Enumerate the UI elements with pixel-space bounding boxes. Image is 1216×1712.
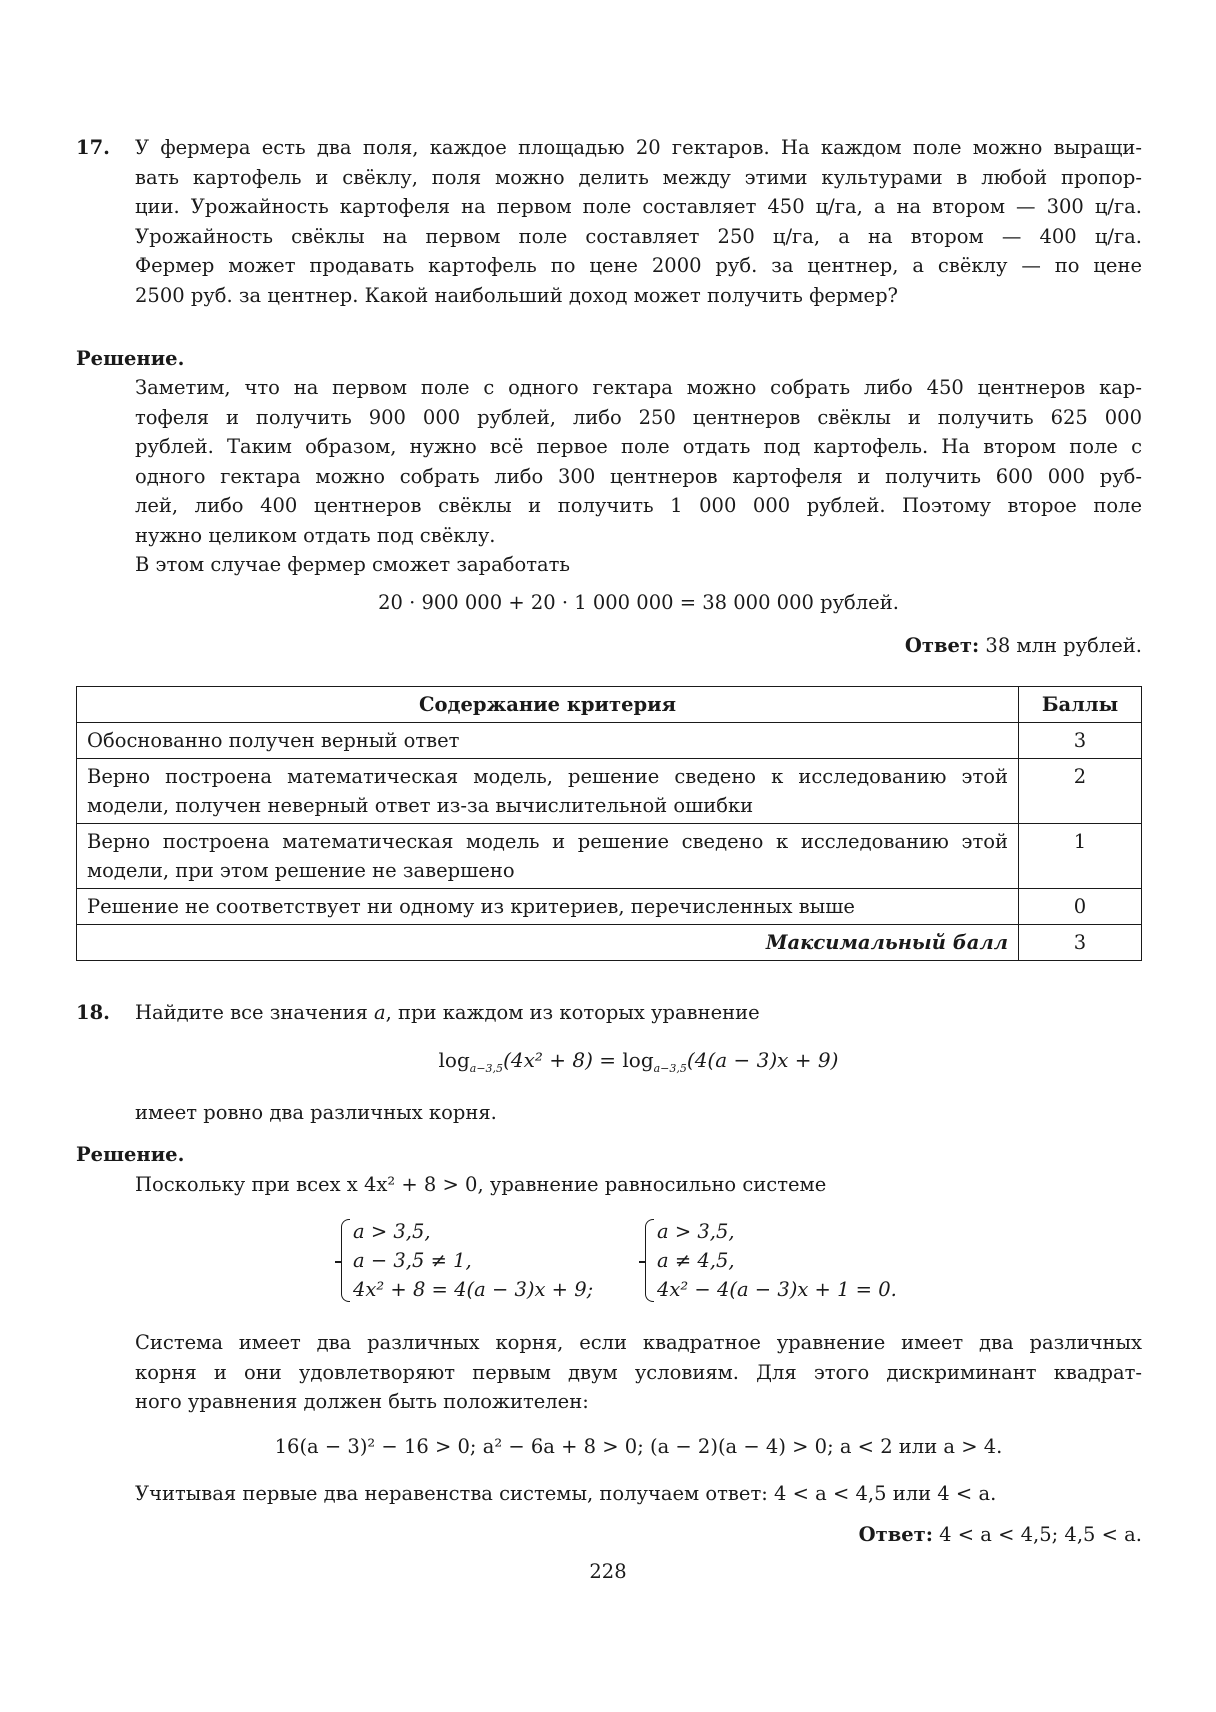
problem-17-line: ции. Урожайность картофеля на первом поле составляет 450 ц/га, а на втором — 300 ц/га. [135,195,1142,218]
problem-17-number: 17. [76,136,110,159]
log-left: log [438,1048,470,1072]
log-arg-left: (4x² + 8) [503,1048,593,1072]
system-left-line: a > 3,5, [353,1220,431,1243]
max-score-row [77,925,1142,961]
solution-17-line: тофеля и получить 900 000 рублей, либо 250 центнеров свёклы и получить 625 000 [135,405,1142,429]
solution-18-line1: Поскольку при всех x 4x² + 8 > 0, уравнение равносильно системе [135,1173,827,1196]
criterion-text: Верно построена математическая модель и решение сведено к исследованию этой модели, при этом решение не завершено [77,824,1019,889]
criterion-text: Обоснованно получен верный ответ [77,723,1019,759]
brace-right [645,1219,654,1302]
solution-18-final-line: Учитывая первые два неравенства системы, получаем ответ: 4 < a < 4,5 или 4 < a. [135,1482,997,1505]
criteria-header-score: Баллы [1019,687,1142,723]
problem-17-text [135,133,1142,310]
max-score-value: 3 [1019,925,1142,961]
answer-label: Ответ: [904,634,980,657]
answer-value: 38 млн рублей. [985,634,1142,657]
criteria-header-content: Содержание критерия [77,687,1019,723]
system-right-line: 4x² − 4(a − 3)x + 1 = 0. [657,1278,897,1301]
page-number: 228 [589,1560,627,1583]
system-right-line: a > 3,5, [657,1220,735,1243]
problem-17-line: Урожайность свёклы на первом поле составляет 250 ц/га, а на втором — 400 ц/га. [135,224,1142,248]
solution-18-line: ного уравнения должен быть положителен: [135,1390,589,1413]
problem-17-line: Фермер может продавать картофель по цене 2000 руб. за центнер, а свёклу — по цене [135,254,1142,277]
brace-left [341,1219,350,1302]
solution-17-text [135,373,1142,580]
solution-18-inequalities: 16(a − 3)² − 16 > 0; a² − 6a + 8 > 0; (a − 2)(a − 4) > 0; a < 2 или a > 4. [274,1435,1003,1458]
answer-label: Ответ: [858,1523,933,1546]
log-base-right: a−3,5 [653,1062,687,1075]
problem-18-intro-pre: Найдите все значения [135,1001,374,1024]
criterion-score: 2 [1019,759,1142,824]
problem-18-intro [135,998,1142,1028]
solution-17-line: Заметим, что на первом поле с одного гектара можно собрать либо 450 центнеров кар- [135,376,1142,399]
problem-18-intro-var: a [373,1001,386,1024]
solution-18-line: корня и они удовлетворяют первым двум условиям. Для этого дискриминант квадрат- [135,1360,1142,1384]
criterion-score: 0 [1019,889,1142,925]
solution-17-answer [135,631,1142,661]
solution-18-paragraph [135,1328,1142,1417]
problem-17-line: У фермера есть два поля, каждое площадью 20 гектаров. На каждом поле можно выращи- [135,136,1142,159]
criteria-header-row [77,687,1142,723]
solution-17-line: лей, либо 400 центнеров свёклы и получить 1 000 000 рублей. Поэтому второе поле [135,494,1142,517]
solution-18-line: Система имеет два различных корня, если квадратное уравнение имеет два различных [135,1331,1142,1354]
solution-17-line: нужно целиком отдать под свёклу. [135,523,496,547]
table-row [77,759,1142,824]
problem-17-line: 2500 руб. за центнер. Какой наибольший доход может получить фермер? [135,283,899,307]
solution-17-heading: Решение. [76,347,185,370]
log-arg-right: (4(a − 3)x + 9) [686,1048,839,1072]
problem-18-intro-post: , при каждом из которых уравнение [385,1001,760,1024]
problem-18-equation [135,1046,1142,1084]
problem-18-number: 18. [76,1001,110,1024]
table-row [77,723,1142,759]
equals-sign: = [592,1048,623,1072]
system-left-line: 4x² + 8 = 4(a − 3)x + 9; [353,1278,594,1301]
problem-18-tail: имеет ровно два различных корня. [135,1101,497,1124]
solution-18-heading: Решение. [76,1143,185,1166]
solution-17-earn-line: В этом случае фермер сможет заработать [135,553,571,576]
answer-value: 4 < a < 4,5; 4,5 < a. [939,1523,1142,1546]
log-base-left: a−3,5 [469,1062,504,1075]
criterion-score: 3 [1019,723,1142,759]
table-row [77,824,1142,889]
system-left [341,1217,593,1304]
system-right [645,1217,897,1304]
solution-17-line: рублей. Таким образом, нужно всё первое поле отдать под картофель. На втором поле с [135,435,1142,458]
criterion-score: 1 [1019,824,1142,889]
criteria-table [76,686,1142,961]
solution-17-formula: 20 · 900 000 + 20 · 1 000 000 = 38 000 000 рублей. [378,591,899,614]
solution-17-line: одного гектара можно собрать либо 300 центнеров картофеля и получить 600 000 руб- [135,464,1142,488]
table-row [77,889,1142,925]
system-left-line: a − 3,5 ≠ 1, [353,1249,472,1272]
max-score-label: Максимальный балл [77,925,1019,961]
system-right-line: a ≠ 4,5, [657,1249,735,1272]
criterion-text: Решение не соответствует ни одному из критериев, перечисленных выше [77,889,1019,925]
criterion-text: Верно построена математическая модель, решение сведено к исследованию этой модели, получен неверный ответ из-за вычислительной ошибки [77,759,1019,824]
problem-17-line: вать картофель и свёклу, поля можно делить между этими культурами в любой пропор- [135,165,1142,189]
solution-18-answer [135,1520,1142,1550]
log-right: log [622,1048,654,1072]
